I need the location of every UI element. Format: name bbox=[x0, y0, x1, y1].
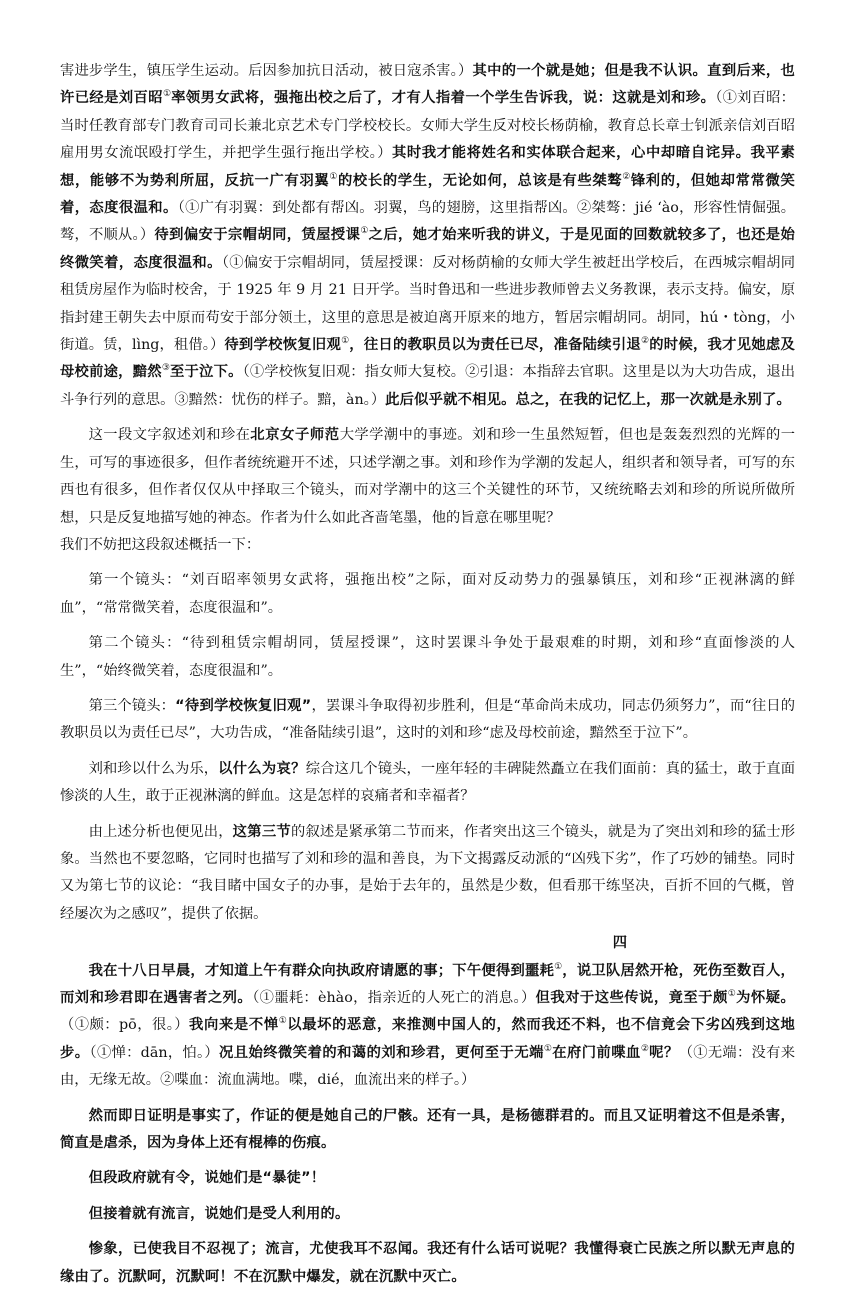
bold-text-run: 率领男女武将，强拖出校之后了，才有人指着一个学生告诉我，说：这就是刘和珍。 bbox=[171, 90, 716, 107]
paragraph-section-three-analysis bbox=[60, 819, 795, 929]
paragraph-shot-one: 第一个镜头：“刘百昭率领男女武将，强拖出校”之际，面对反动势力的强暴镇压，刘和珍“正视淋漓的鲜血”，“常常微笑着，态度很温和”。 bbox=[60, 572, 795, 616]
bold-text-run: 的校长的学生，无论如何，总该是有些桀骜 bbox=[337, 172, 623, 189]
bold-text-run: 这第三节 bbox=[232, 823, 292, 840]
section-number: 四 bbox=[612, 935, 627, 952]
footnote-note: （①颇：pō，很。） bbox=[60, 1017, 190, 1034]
bold-text-run: 其中的一个就是她；但是我不认识。直到后来，也许已经是刘百昭 bbox=[60, 63, 795, 107]
footnote-marker: ① bbox=[329, 171, 338, 182]
paragraph-summary-lead: 我们不妨把这段叙述概括一下： bbox=[60, 536, 261, 553]
footnote-note: （①学校恢复旧观：指女师大复校。②引退：本指辞去官职。这里是以为大功告成，退出斗争行列的意思。③黯然：忧伤的样子。黯，àn。） bbox=[60, 364, 795, 408]
text-run: 大学学潮中的事迹。刘和珍一生虽然短暂，但也是轰轰烈烈的光辉的一生，可写的事迹很多，但作者统统避开不述，只述学潮之事。刘和珍作为学潮的发起人，组织者和领导者，可写的东西也有很多，但作者仅仅从中择取三个镜头，而对学潮中的这三个关键性的环节，又统统略去刘和珍的所说所做所想，只是反复地描写她的神态。作者为什么如此吝啬笔墨，他的旨意在哪里呢？ bbox=[60, 427, 796, 526]
text-run: 综合这几个镜头，一座年轻的丰碑陡然矗立在我们面前：真的猛士，敢于直面惨淡的人生，敢于正视淋漓的鲜血。这是怎样的哀痛者和幸福者？ bbox=[60, 760, 796, 805]
footnote-marker: ② bbox=[640, 1044, 650, 1055]
bold-text-run: 为怀疑。 bbox=[736, 990, 795, 1006]
footnote-marker: ① bbox=[543, 1044, 553, 1055]
text-run: 的叙述是紧承第二节而来，作者突出这三个镜头，就是为了突出刘和珍的猛士形象。当然也不要忽略，它同时也描写了刘和珍的温和善良，为下文揭露反动派的“凶残下劣”，作了巧妙的铺垫。同时又为第七节的议论：“我目睹中国女子的办事，是始于去年的，虽然是少数，但看那干练坚决，百折不回的气概，曾经屡次为之感叹”，提供了依据。 bbox=[60, 823, 796, 922]
paragraph-analysis-intro bbox=[60, 422, 795, 532]
paragraph-shot-two: 第二个镜头：“待到租赁宗帽胡同，赁屋授课”，这时罢课斗争处于最艰难的时期，刘和珍“直面惨淡的人生”，“始终微笑着，态度很温和”。 bbox=[60, 635, 795, 679]
footnote-marker: ① bbox=[341, 336, 350, 347]
bold-text-run: 但我对于这些传说，竟至于颇 bbox=[535, 990, 728, 1006]
paragraph-silence bbox=[60, 1236, 795, 1291]
bold-text-run: 待到学校恢复旧观 bbox=[224, 337, 342, 354]
footnote-marker: ① bbox=[162, 89, 172, 100]
text-run: ，罢课斗争取得初步胜利，但是“革命尚未成功，同志仍须努力”，而“往日的教职员以为责任已尽”，大功告成，“准备陆续引退”，这时的刘和珍“虑及母校前途，黯然至于泣下”。 bbox=[60, 697, 795, 742]
bold-text-run: 至于泣下。 bbox=[169, 364, 243, 381]
bold-text-run: 北京女子师范 bbox=[250, 427, 340, 444]
bold-text-run: 其时我才能将姓名和实体联合起来，心中却暗自诧异。我平素想，能够不为势利所屈，反抗一广有羽翼 bbox=[60, 145, 795, 189]
document-page bbox=[60, 58, 795, 1291]
bold-text-run: 此后似乎就不相见。总之，在我的记忆上，那一次就是永别了。 bbox=[385, 391, 792, 408]
bold-text-run: 忍视了；流言 bbox=[206, 1241, 295, 1258]
footnote-note: （①广有羽翼：到处都有帮凶。羽翼，鸟的翅膀，这里指帮凶。②桀骜：jié ‘ào，形容性情倔强。骜，不顺从。） bbox=[60, 200, 795, 244]
bold-text-run: “待到学校恢复旧观” bbox=[175, 697, 312, 714]
bold-text-run: 之后，她才始来听我的讲义，于是见面的回数就较多了，也还是始终微笑着，态度很温和。 bbox=[60, 227, 795, 271]
footnote-note: （①噩耗：èhào，指亲近的人死亡的消息。） bbox=[252, 990, 536, 1006]
footnote-marker: ② bbox=[622, 171, 631, 182]
text-run: 这一段文字叙述刘和珍在 bbox=[88, 427, 251, 444]
bold-text-run: 的时候，我才见她虑及母校前途，黯然 bbox=[60, 337, 796, 381]
bold-text-run: ，尤使我耳不忍闻。我还有什么话可说呢？我懂得衰亡民族之所以默无声息的缘由了。沉默呵，沉默呵！不在沉默中爆发，就在沉默中灭亡。 bbox=[60, 1241, 795, 1285]
text-run: 害进步学生，镇压学生运动。后因参加抗日活动，被日寇杀害。） bbox=[60, 63, 473, 79]
bold-text-run: 以最坏的恶意，来推测中国人的，然而我还不料，也不信竟会下劣凶残到这地步。 bbox=[60, 1017, 796, 1061]
bold-text-run: ，往日的教职员以为责任已尽，准备陆续引退 bbox=[349, 337, 642, 354]
paragraph-joy-sorrow bbox=[60, 756, 795, 811]
paragraph-eighteenth-morning bbox=[60, 958, 795, 1095]
text-run: 第三个镜头： bbox=[88, 697, 176, 714]
paragraph-rumors: 但接着就有流言，说她们是受人利用的。 bbox=[88, 1205, 350, 1222]
footnote-note: （①刘百昭：当时任教育部专门教育司司长兼北京艺术专门学校校长。女师大学生反对校长杨荫榆，教育总长章士钊派亲信刘百昭雇用男女流氓殴打学生，并把学生强行拖出学校。） bbox=[60, 90, 795, 162]
paragraph-government-order: 但段政府就有令，说她们是“暴徒”！ bbox=[88, 1170, 326, 1187]
bold-text-run: 证的便是她自 bbox=[265, 1107, 354, 1124]
bold-text-run: 在府门前喋血 bbox=[552, 1044, 641, 1061]
footnote-marker: ② bbox=[641, 336, 650, 347]
bold-text-run: ，说卫队居然开枪，死伤至数百人，而刘和珍君即在遇害者之列。 bbox=[60, 962, 796, 1006]
footnote-note: （①惮：dān，怕。） bbox=[89, 1044, 219, 1061]
bold-text-run: 道上午有群众 bbox=[234, 962, 322, 979]
bold-text-run: 向执政府请愿的事；下午便得到噩耗 bbox=[321, 962, 555, 979]
footnote-marker: ① bbox=[278, 1016, 288, 1027]
footnote-note: （①偏安于宗帽胡同，赁屋授课：反对杨荫榆的女师大学生被赶出学校后，在西城宗帽胡同租赁房屋作为临时校舍，于 1925 年 9 月 21 日开学。当时鲁迅和一些进步教师曾去义务教课，表示支持。偏安，原指封建王朝失去中原而苟安于部分领土，这里的意思是被迫离开原来的地方，暂居宗帽胡同。胡同，hú・tòng，小街道。赁，lìng，租借。） bbox=[60, 254, 795, 354]
footnote-marker: ③ bbox=[161, 363, 170, 374]
bold-text-run: 己的尸骸。还有一具，是杨德群君的。而且又证明着这不但是杀害，简直是虐杀，因为身体上还有棍棒的伤痕。 bbox=[60, 1107, 795, 1152]
bold-text-run: 然而即日证明是事实了，作 bbox=[88, 1107, 266, 1124]
bold-text-run: 锋利的，但她却常常微笑着，态度很温和。 bbox=[60, 172, 795, 217]
bold-text-run: 惨象，已使我目不 bbox=[88, 1241, 207, 1258]
bold-text-run: 呢？ bbox=[649, 1044, 679, 1061]
footnote-note: （①无端：没有来由，无缘无故。②喋血：流血满地。喋，dié，血流出来的样子。） bbox=[60, 1044, 795, 1089]
paragraph-shot-three bbox=[60, 693, 795, 748]
paragraph-proof bbox=[60, 1103, 795, 1158]
footnote-marker: ① bbox=[554, 961, 563, 972]
bold-text-run: 我向来是不惮 bbox=[189, 1017, 279, 1034]
paragraph-liuhezhen-recollection bbox=[60, 58, 795, 414]
text-run: 刘和珍以什么为乐， bbox=[88, 760, 219, 777]
text-run: 由上述分析也便见出， bbox=[88, 823, 233, 840]
bold-text-run: 我在十八日早晨，才知 bbox=[88, 962, 235, 979]
bold-text-run: 以什么为哀？ bbox=[218, 760, 306, 777]
bold-text-run: 待到偏安于宗帽胡同，赁屋授课 bbox=[154, 227, 361, 244]
bold-text-run: 况且始终微笑着的和蔼的刘和珍君，更何至于无端 bbox=[218, 1044, 544, 1061]
footnote-marker: ① bbox=[360, 226, 369, 237]
footnote-marker: ① bbox=[727, 989, 737, 1000]
